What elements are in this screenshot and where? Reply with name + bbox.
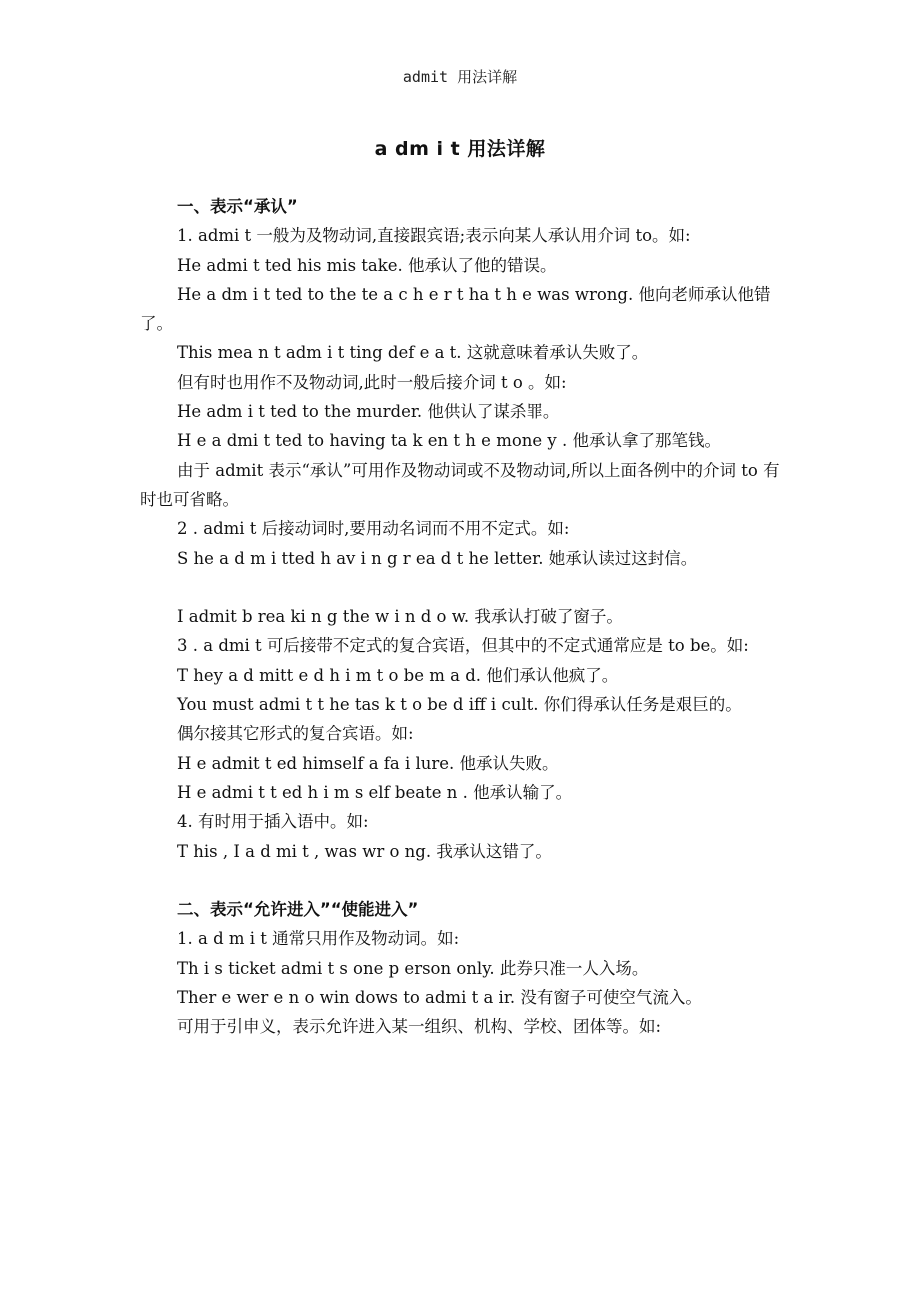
blank-line <box>140 573 790 602</box>
paragraph-line: 但有时也用作不及物动词,此时一般后接介词 t o 。如: <box>177 372 567 392</box>
example-sentence: He admi t ted his mis take. 他承认了他的错误。 <box>177 255 557 275</box>
document-body <box>140 192 790 1042</box>
example-sentence: H e admi t t ed h i m s elf beate n . 他承认输了。 <box>177 782 573 802</box>
example-sentence: Ther e wer e n o win dows to admi t a ir. 没有窗子可使空气流入。 <box>177 988 702 1008</box>
paragraph-line: 偶尔接其它形式的复合宾语。如: <box>177 724 414 744</box>
paragraph-line: 1. admi t 一般为及物动词,直接跟宾语;表示向某人承认用介词 to。如: <box>177 226 691 246</box>
running-header: admit 用法详解 <box>402 68 518 86</box>
example-sentence: He adm i t ted to the murder. 他供认了谋杀罪。 <box>177 402 560 422</box>
example-sentence: I admit b rea ki n g the w i n d o w. 我承认打破了窗子。 <box>177 607 623 627</box>
section-heading-1: 一、表示“承认” <box>177 197 298 216</box>
example-sentence: Th i s ticket admi t s one p erson only. 此券只准一人入场。 <box>177 958 649 978</box>
paragraph-line: 可用于引申义，表示允许进入某一组织、机构、学校、团体等。如: <box>177 1017 662 1037</box>
example-sentence: This mea n t adm i t ting def e a t. 这就意味着承认失败了。 <box>177 343 649 363</box>
paragraph-line: 3 . a dmi t 可后接带不定式的复合宾语，但其中的不定式通常应是 to be。如: <box>177 636 749 656</box>
document-title: a dm i t 用法详解 <box>374 138 546 160</box>
example-sentence: You must admi t t he tas k t o be d iff i cult. 你们得承认任务是艰巨的。 <box>177 695 742 715</box>
example-sentence: S he a d m i tted h av i n g r ea d t he letter. 她承认读过这封信。 <box>177 548 698 568</box>
example-sentence: He a dm i t ted to the te a c h e r t ha t h e was wrong. 他向老师承认他错了。 <box>140 284 771 334</box>
paragraph-line: 1. a d m i t 通常只用作及物动词。如: <box>177 929 460 949</box>
paragraph-line: 4. 有时用于插入语中。如: <box>177 812 369 832</box>
paragraph-line: 2 . admi t 后接动词时,要用动名词而不用不定式。如: <box>177 519 570 539</box>
paragraph-line: 由于 admit 表示“承认”可用作及物动词或不及物动词,所以上面各例中的介词 to 有时也可省略。 <box>140 460 780 509</box>
example-sentence: T his , I a d mi t , was wr o ng. 我承认这错了。 <box>177 841 552 861</box>
blank-line <box>140 866 790 895</box>
example-sentence: T hey a d mitt e d h i m t o be m a d. 他们承认他疯了。 <box>177 665 619 685</box>
example-sentence: H e a dmi t ted to having ta k en t h e mone y . 他承认拿了那笔钱。 <box>177 431 721 451</box>
section-heading-2: 二、表示“允许进入”“使能进入” <box>177 900 419 920</box>
example-sentence: H e admit t ed himself a fa i lure. 他承认失败。 <box>177 753 559 773</box>
